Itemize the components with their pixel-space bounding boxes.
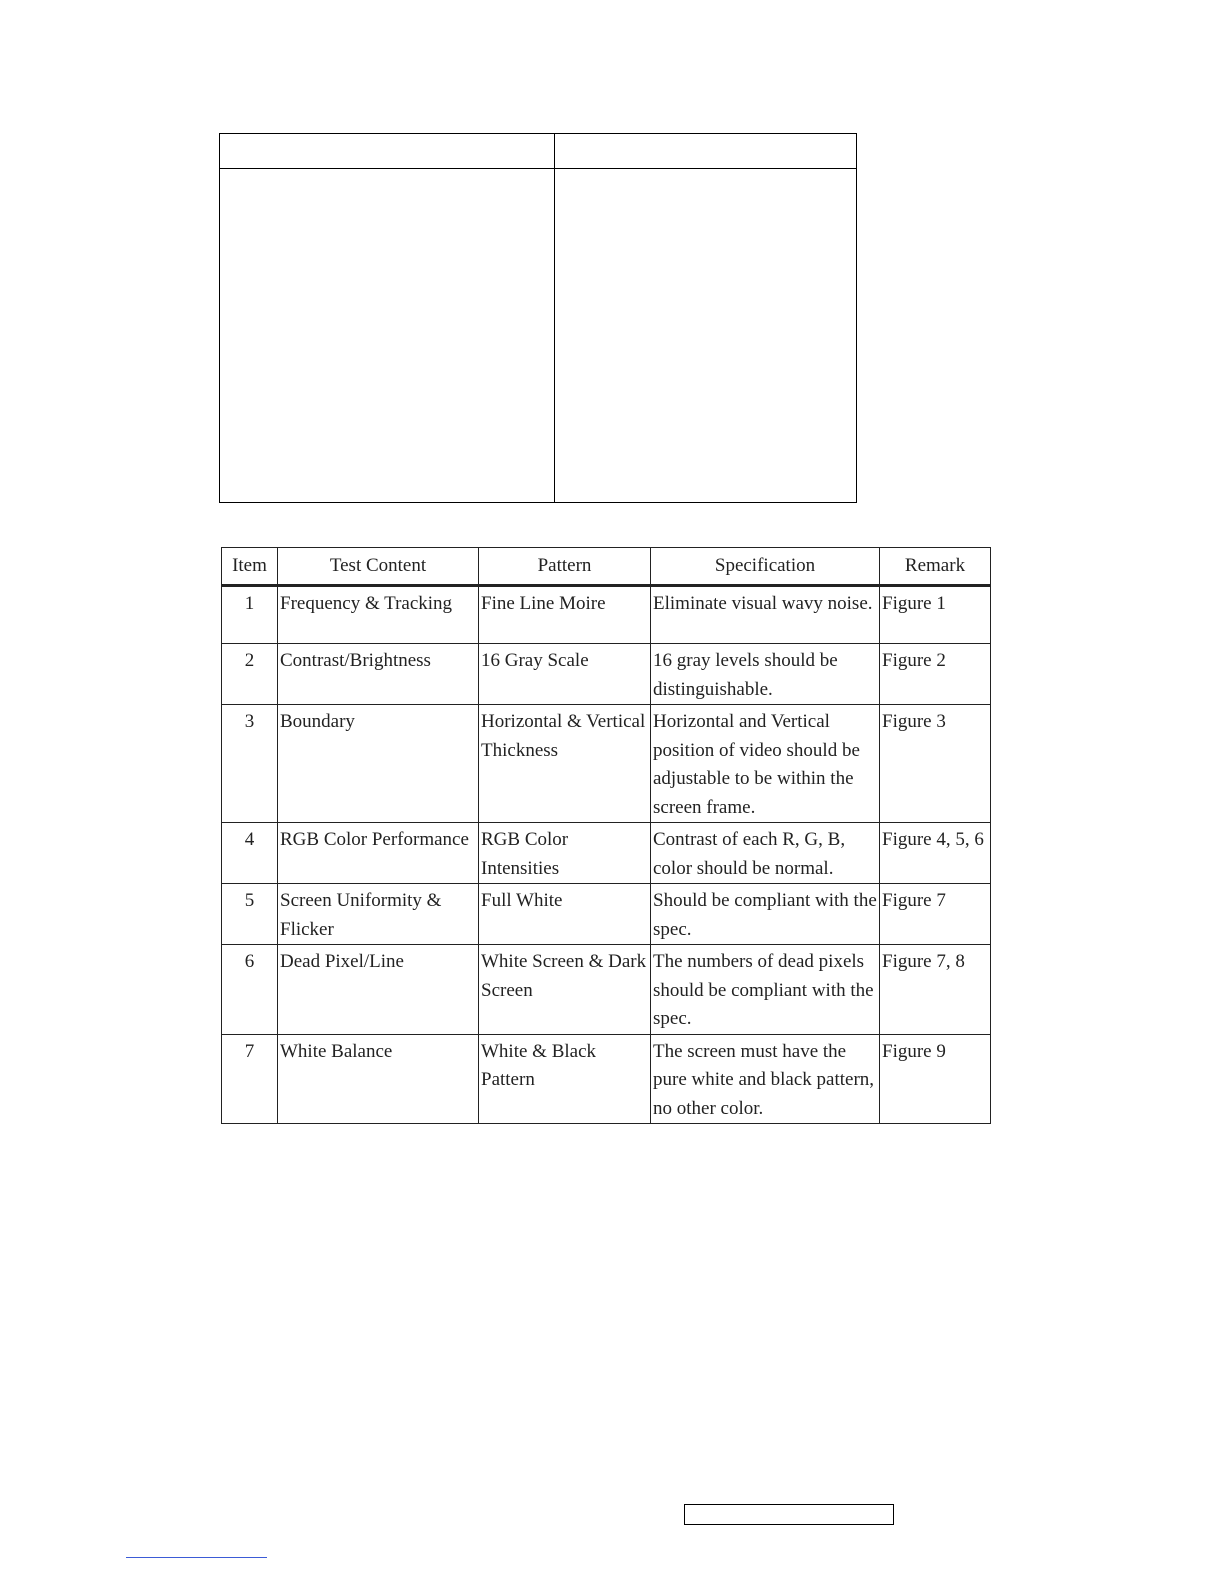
table-row [222, 644, 991, 705]
cell-pattern: Fine Line Moire [479, 586, 651, 644]
cell-pattern: 16 Gray Scale [479, 644, 651, 705]
header-pattern: Pattern [479, 548, 651, 586]
empty-table [219, 133, 857, 503]
cell-specification: Contrast of each R, G, B, color should be normal. [651, 823, 880, 884]
cell-test-content: White Balance [278, 1034, 479, 1124]
cell-pattern: White & Black Pattern [479, 1034, 651, 1124]
empty-table-cell [220, 169, 555, 503]
cell-item: 3 [222, 705, 278, 823]
cell-pattern: RGB Color Intensities [479, 823, 651, 884]
cell-specification: The numbers of dead pixels should be compliant with the spec. [651, 945, 880, 1035]
cell-remark: Figure 3 [880, 705, 991, 823]
cell-test-content: Contrast/Brightness [278, 644, 479, 705]
table-row [222, 945, 991, 1035]
table-row [222, 823, 991, 884]
cell-remark: Figure 4, 5, 6 [880, 823, 991, 884]
header-item: Item [222, 548, 278, 586]
cell-remark: Figure 7 [880, 884, 991, 945]
cell-test-content: Boundary [278, 705, 479, 823]
table-row [222, 884, 991, 945]
cell-specification: Eliminate visual wavy noise. [651, 586, 880, 644]
table-row [222, 586, 991, 644]
cell-remark: Figure 2 [880, 644, 991, 705]
header-remark: Remark [880, 548, 991, 586]
cell-specification: Should be compliant with the spec. [651, 884, 880, 945]
cell-specification: 16 gray levels should be distinguishable. [651, 644, 880, 705]
cell-item: 4 [222, 823, 278, 884]
cell-pattern: Full White [479, 884, 651, 945]
cell-item: 6 [222, 945, 278, 1035]
footer-box [684, 1504, 894, 1525]
header-test-content: Test Content [278, 548, 479, 586]
cell-pattern: White Screen & Dark Screen [479, 945, 651, 1035]
cell-specification: Horizontal and Vertical position of video should be adjustable to be within the screen frame. [651, 705, 880, 823]
cell-test-content: Dead Pixel/Line [278, 945, 479, 1035]
test-items-table [221, 547, 991, 1124]
cell-remark: Figure 7, 8 [880, 945, 991, 1035]
empty-table-cell [220, 134, 555, 169]
cell-item: 2 [222, 644, 278, 705]
cell-specification: The screen must have the pure white and black pattern, no other color. [651, 1034, 880, 1124]
table-header-row [222, 548, 991, 586]
empty-table-cell [555, 169, 857, 503]
cell-pattern: Horizontal & Vertical Thickness [479, 705, 651, 823]
cell-test-content: Screen Uniformity & Flicker [278, 884, 479, 945]
cell-remark: Figure 9 [880, 1034, 991, 1124]
cell-remark: Figure 1 [880, 586, 991, 644]
footer-link-underline [126, 1557, 267, 1558]
cell-item: 5 [222, 884, 278, 945]
cell-item: 7 [222, 1034, 278, 1124]
cell-item: 1 [222, 586, 278, 644]
cell-test-content: RGB Color Performance [278, 823, 479, 884]
header-specification: Specification [651, 548, 880, 586]
cell-test-content: Frequency & Tracking [278, 586, 479, 644]
table-row [222, 1034, 991, 1124]
empty-table-cell [555, 134, 857, 169]
table-row [222, 705, 991, 823]
